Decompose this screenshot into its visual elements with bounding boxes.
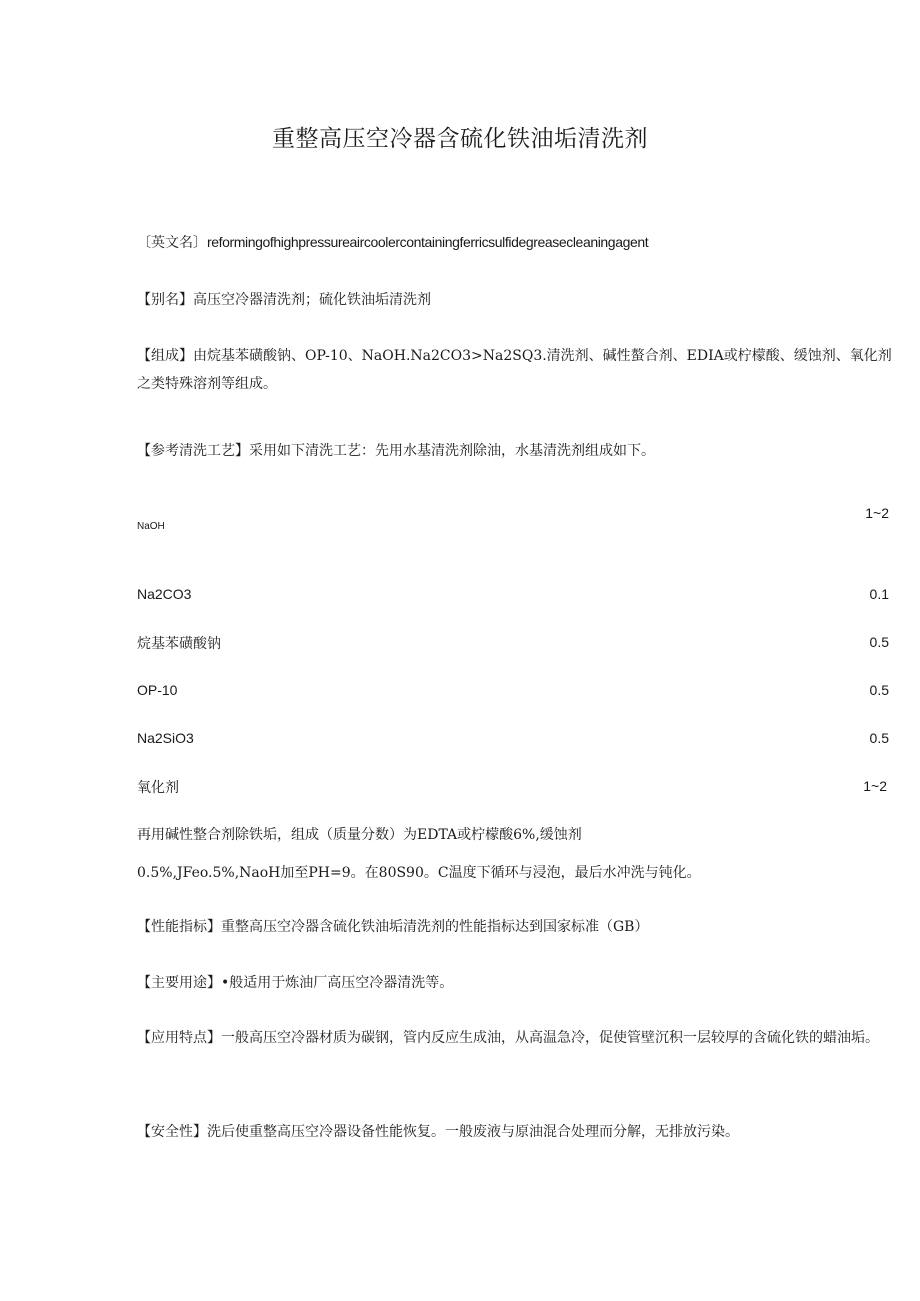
formula-row-value: 0.5 [869, 634, 889, 650]
process-line [137, 441, 655, 461]
formula-row-name: NaOH [137, 521, 165, 532]
performance-value: 重整高压空冷器含硫化铁油垢清洗剂的性能指标达到国家标准（GB） [221, 919, 649, 935]
iron-removal-line-1: 再用碱性整合剂除铁垢，组成（质量分数）为EDTA或柠檬酸6%,缓蚀剂 [137, 827, 582, 843]
formula-row-name: 氧化剂 [137, 780, 179, 796]
alias-value: 高压空冷器清洗剂；硫化铁油垢清洗剂 [193, 292, 431, 308]
performance-label: 【性能指标】 [137, 919, 221, 935]
process-label: 【参考清洗工艺】 [137, 443, 249, 459]
document-title: 重整高压空冷器含硫化铁油垢清洗剂 [272, 126, 648, 152]
iron-removal-line-2: 0.5%,JFeo.5%,NaoH加至PH=9。在80S90。C温度下循环与浸泡，最后水冲洗与钝化。 [137, 865, 701, 881]
features-label: 【应用特点】 [137, 1030, 221, 1046]
usage-line [137, 973, 453, 993]
alias-line [137, 290, 431, 310]
english-name-value: reformingofhighpressureaircoolercontainingferricsulfidegreasecleaningagent [207, 234, 649, 250]
composition-value: 由烷基苯磺酸钠、OP-10、NaOH.Na2CO3>Na2SQ3.清洗剂、碱性螯合剂、EDIA或柠檬酸、缓蚀剂、氧化剂之类特殊溶剂等组成。 [137, 348, 892, 392]
features-paragraph [137, 1024, 895, 1052]
formula-row-name: 烷基苯磺酸钠 [137, 636, 221, 652]
formula-row-value: 0.5 [869, 682, 889, 698]
formula-row-value: 1~2 [865, 505, 889, 521]
formula-row-value: 0.1 [869, 586, 889, 602]
composition-paragraph [137, 342, 895, 398]
safety-line [137, 1122, 739, 1142]
alias-label: 【别名】 [137, 292, 193, 308]
formula-row-name: Na2CO3 [137, 586, 192, 602]
formula-row-name: OP-10 [137, 682, 178, 698]
process-value: 采用如下清洗工艺：先用水基清洗剂除油，水基清洗剂组成如下。 [249, 443, 655, 459]
usage-value: •般适用于炼油厂高压空冷器清洗等。 [221, 975, 454, 991]
safety-label: 【安全性】 [137, 1124, 207, 1140]
english-name-label: 〔英文名〕 [137, 235, 207, 251]
formula-row-value: 0.5 [869, 730, 889, 746]
formula-row-name: Na2SiO3 [137, 730, 194, 746]
features-value: 一般高压空冷器材质为碳钢，管内反应生成油，从高温急冷，促使管壁沉积一层较厚的含硫化铁的蜡油垢。 [221, 1030, 879, 1046]
performance-line [137, 917, 648, 937]
safety-value: 洗后使重整高压空冷器设备性能恢复。一般废液与原油混合处理而分解，无排放污染。 [207, 1124, 739, 1140]
usage-label: 【主要用途】 [137, 975, 221, 991]
composition-label: 【组成】 [137, 348, 193, 364]
formula-row-value: 1~2 [863, 778, 887, 794]
english-name-line [137, 232, 648, 253]
